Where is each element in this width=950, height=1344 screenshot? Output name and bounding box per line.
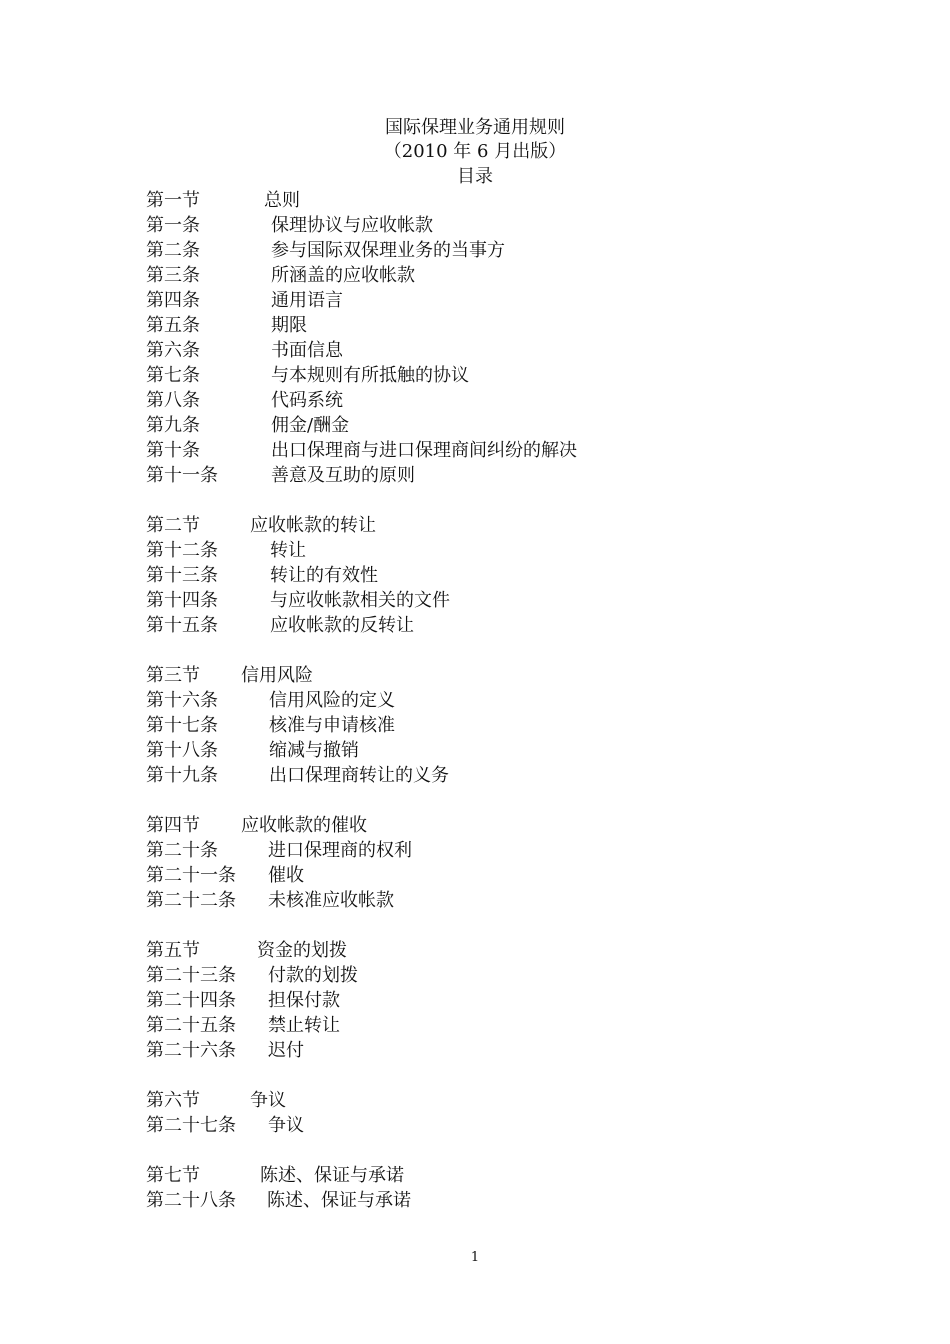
section-number: 第一节: [146, 190, 200, 211]
toc-section-row: [146, 663, 846, 688]
section-number: 第四节: [146, 815, 200, 836]
article-number: 第十九条: [146, 765, 218, 786]
toc-spacer: [146, 1138, 846, 1163]
document-title: 国际保理业务通用规则: [385, 117, 565, 138]
article-title: 与应收帐款相关的文件: [270, 590, 450, 611]
article-title: 期限: [271, 315, 307, 336]
article-title: 书面信息: [271, 340, 343, 361]
toc-article-row: [146, 888, 846, 913]
article-number: 第五条: [146, 315, 200, 336]
toc-article-row: [146, 838, 846, 863]
article-number: 第三条: [146, 265, 200, 286]
article-title: 转让: [270, 540, 306, 561]
article-number: 第六条: [146, 340, 200, 361]
article-title: 参与国际双保理业务的当事方: [271, 240, 505, 261]
toc-article-row: [146, 538, 846, 563]
section-number: 第二节: [146, 515, 200, 536]
article-title: 禁止转让: [268, 1015, 340, 1036]
toc-article-row: [146, 1113, 846, 1138]
article-number: 第十条: [146, 440, 200, 461]
toc-section-row: [146, 813, 846, 838]
toc-article-row: [146, 688, 846, 713]
article-number: 第二十七条: [146, 1115, 236, 1136]
section-title: 总则: [264, 190, 300, 211]
article-number: 第九条: [146, 415, 200, 436]
article-title: 应收帐款的反转让: [270, 615, 414, 636]
article-number: 第十四条: [146, 590, 218, 611]
article-title: 通用语言: [271, 290, 343, 311]
toc-article-row: [146, 863, 846, 888]
section-number: 第三节: [146, 665, 200, 686]
section-title: 应收帐款的转让: [250, 515, 376, 536]
article-title: 出口保理商与进口保理商间纠纷的解决: [271, 440, 577, 461]
article-number: 第二十八条: [146, 1190, 236, 1211]
article-number: 第二十条: [146, 840, 218, 861]
toc-heading: 目录: [457, 166, 493, 187]
article-number: 第四条: [146, 290, 200, 311]
article-number: 第十八条: [146, 740, 218, 761]
article-title: 出口保理商转让的义务: [269, 765, 449, 786]
toc-article-row: [146, 988, 846, 1013]
toc-article-row: [146, 213, 846, 238]
article-number: 第八条: [146, 390, 200, 411]
toc-section-row: [146, 513, 846, 538]
article-title: 信用风险的定义: [269, 690, 395, 711]
article-number: 第七条: [146, 365, 200, 386]
toc-article-row: [146, 338, 846, 363]
article-number: 第二十六条: [146, 1040, 236, 1061]
article-title: 付款的划拨: [268, 965, 358, 986]
page-number: 1: [470, 1250, 480, 1265]
article-number: 第二条: [146, 240, 200, 261]
article-title: 保理协议与应收帐款: [271, 215, 433, 236]
article-title: 缩减与撤销: [269, 740, 359, 761]
toc-article-row: [146, 963, 846, 988]
article-title: 与本规则有所抵触的协议: [271, 365, 469, 386]
article-number: 第二十三条: [146, 965, 236, 986]
toc-spacer: [146, 913, 846, 938]
article-number: 第二十五条: [146, 1015, 236, 1036]
section-number: 第七节: [146, 1165, 200, 1186]
toc-article-row: [146, 438, 846, 463]
toc-article-row: [146, 613, 846, 638]
article-title: 佣金/酬金: [271, 415, 350, 436]
article-title: 核准与申请核准: [269, 715, 395, 736]
article-title: 争议: [268, 1115, 304, 1136]
toc-spacer: [146, 1063, 846, 1088]
toc-article-row: [146, 588, 846, 613]
toc-article-row: [146, 1188, 846, 1213]
article-title: 迟付: [268, 1040, 304, 1061]
article-number: 第二十一条: [146, 865, 236, 886]
toc-article-row: [146, 413, 846, 438]
toc-article-row: [146, 463, 846, 488]
article-title: 陈述、保证与承诺: [267, 1190, 411, 1211]
article-number: 第十三条: [146, 565, 218, 586]
toc-article-row: [146, 1038, 846, 1063]
toc-article-row: [146, 738, 846, 763]
article-title: 代码系统: [271, 390, 343, 411]
article-number: 第二十四条: [146, 990, 236, 1011]
toc-spacer: [146, 788, 846, 813]
article-number: 第十七条: [146, 715, 218, 736]
section-title: 应收帐款的催收: [241, 815, 367, 836]
toc-article-row: [146, 313, 846, 338]
toc-article-row: [146, 763, 846, 788]
section-title: 信用风险: [241, 665, 313, 686]
toc-article-row: [146, 363, 846, 388]
toc-article-row: [146, 388, 846, 413]
toc-section-row: [146, 938, 846, 963]
toc-section-row: [146, 1088, 846, 1113]
toc-section-row: [146, 1163, 846, 1188]
article-number: 第十六条: [146, 690, 218, 711]
section-title: 争议: [250, 1090, 286, 1111]
article-number: 第十二条: [146, 540, 218, 561]
article-number: 第一条: [146, 215, 200, 236]
article-title: 所涵盖的应收帐款: [271, 265, 415, 286]
article-number: 第十五条: [146, 615, 218, 636]
article-number: 第二十二条: [146, 890, 236, 911]
section-title: 陈述、保证与承诺: [260, 1165, 404, 1186]
toc-article-row: [146, 1013, 846, 1038]
toc-article-row: [146, 288, 846, 313]
article-title: 善意及互助的原则: [271, 465, 415, 486]
toc-article-row: [146, 713, 846, 738]
table-of-contents: [146, 188, 846, 1213]
document-edition: （2010 年 6 月出版）: [383, 141, 567, 162]
toc-article-row: [146, 563, 846, 588]
section-title: 资金的划拨: [257, 940, 347, 961]
toc-spacer: [146, 638, 846, 663]
article-number: 第十一条: [146, 465, 218, 486]
section-number: 第五节: [146, 940, 200, 961]
article-title: 未核准应收帐款: [268, 890, 394, 911]
section-number: 第六节: [146, 1090, 200, 1111]
article-title: 催收: [268, 865, 304, 886]
toc-article-row: [146, 238, 846, 263]
article-title: 转让的有效性: [270, 565, 378, 586]
article-title: 进口保理商的权利: [268, 840, 412, 861]
article-title: 担保付款: [268, 990, 340, 1011]
toc-article-row: [146, 263, 846, 288]
toc-spacer: [146, 488, 846, 513]
toc-section-row: [146, 188, 846, 213]
